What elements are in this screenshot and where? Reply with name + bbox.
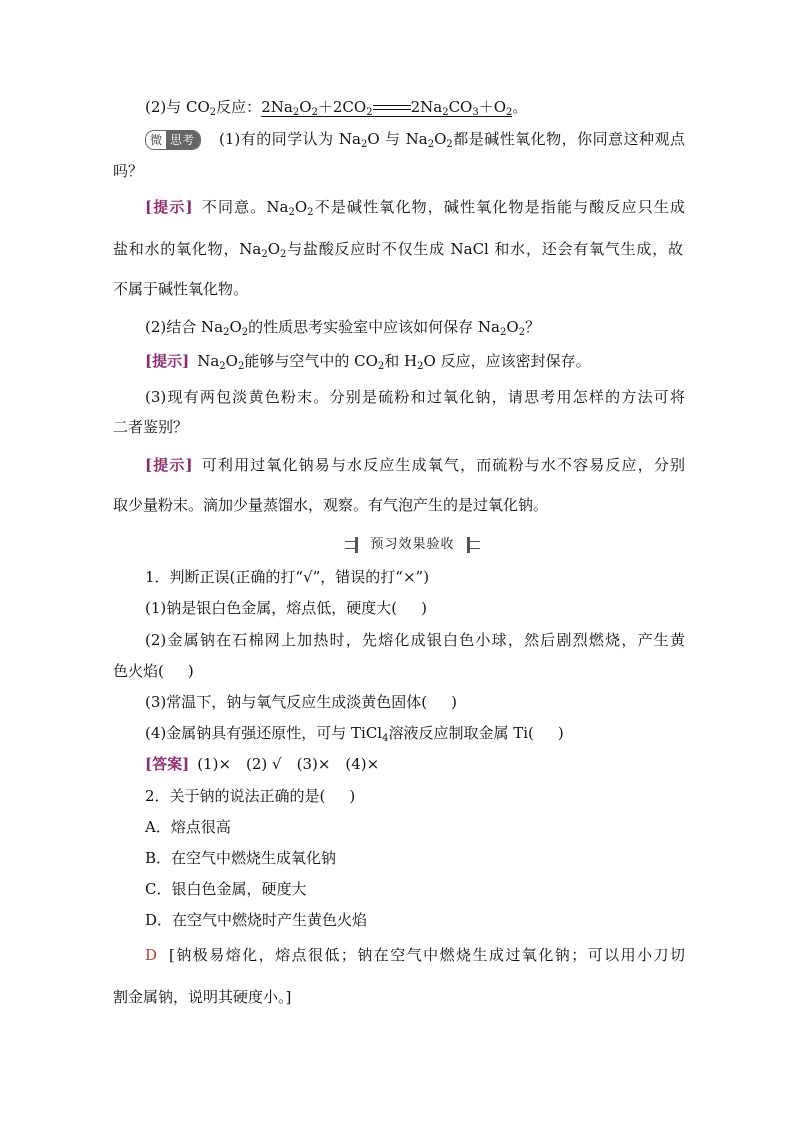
chemical-equation: $2Na_2O_2+2CO_2$ $2Na_2CO_3+O_2$ xyxy=(261,98,513,118)
hint-2: [提示] $Na_2O_2$能够与空气中的 $CO_2$和 $H_2O$ 反应，应该密封保存。 xyxy=(145,352,591,372)
section-title: 预习效果验收 xyxy=(355,537,470,553)
question-1-line-2: 吗？ xyxy=(113,162,144,180)
problem-1-item-4: (4)金属钠具有强还原性，可与 TiCl$_4$溶液反应制取金属 Ti( ) xyxy=(145,724,564,744)
answer-letter: D xyxy=(145,946,158,964)
equation-line: (2)与 $CO_2$反应：$2Na_2O_2+2CO_2$ $2Na_2CO_3+O_2$。 xyxy=(145,98,528,118)
option-d: D．在空气中燃烧时产生黄色火焰 xyxy=(145,911,368,929)
problem-1-answer: [答案] (1)× (2) √ (3)× (4)× xyxy=(145,755,380,773)
problem-1-title: 1．判断正误(正确的打“√”，错误的打“×”) xyxy=(145,568,430,586)
problem-2-explanation-line-2: 割金属钠，说明其硬度小。] xyxy=(113,988,292,1006)
question-3-line-2: 二者鉴别？ xyxy=(113,418,189,436)
question-1-line-1: 微 思考 (1)有的同学认为 $Na_2O$ 与 $Na_2O_2$都是碱性氧化物，你同意这种观点 xyxy=(145,128,685,150)
problem-2-title: 2．关于钠的说法正确的是( ) xyxy=(145,787,356,805)
equals-sign xyxy=(373,103,411,113)
hint-1-line-3: 不属于碱性氧化物。 xyxy=(113,280,249,298)
section-banner xyxy=(345,537,480,553)
hint-1-line-2: 盐和水的氧化物，$Na_2O_2$与盐酸反应时不仅生成 NaCl 和水，还会有氧气生成，故 xyxy=(113,240,683,260)
option-c: C．银白色金属，硬度大 xyxy=(145,880,307,898)
hint-label: [提示] xyxy=(145,198,193,216)
problem-1-item-1: (1)钠是银白色金属，熔点低，硬度大( ) xyxy=(145,599,427,617)
answer-label: [答案] xyxy=(145,755,190,773)
hint-1-line-1: [提示] 不同意。$Na_2O_2$不是碱性氧化物，碱性氧化物是指能与酸反应只生成 xyxy=(145,198,685,218)
option-b: B．在空气中燃烧生成氧化钠 xyxy=(145,849,337,867)
problem-1-item-2-line-2: 色火焰( ) xyxy=(113,662,194,680)
hint-3-line-1: [提示] 可利用过氧化钠易与水反应生成氧气，而硫粉与水不容易反应，分别 xyxy=(145,456,685,474)
think-badge: 微 思考 xyxy=(145,130,201,150)
problem-2-explanation-line-1: D [钠极易熔化，熔点很低；钠在空气中燃烧生成过氧化钠；可以用小刀切 xyxy=(145,946,685,964)
question-3-line-1: (3)现有两包淡黄色粉末。分别是硫粉和过氧化钠，请思考用怎样的方法可将 xyxy=(145,388,685,406)
hint-3-line-2: 取少量粉末。滴加少量蒸馏水，观察。有气泡产生的是过氧化钠。 xyxy=(113,496,549,514)
question-2: (2)结合 $Na_2O_2$的性质思考实验室中应该如何保存 $Na_2O_2$？ xyxy=(145,318,541,338)
problem-1-item-2-line-1: (2)金属钠在石棉网上加热时，先熔化成银白色小球，然后剧烈燃烧，产生黄 xyxy=(145,631,685,649)
problem-1-item-3: (3)常温下，钠与氧气反应生成淡黄色固体( ) xyxy=(145,693,457,711)
option-a: A．熔点很高 xyxy=(145,818,231,836)
